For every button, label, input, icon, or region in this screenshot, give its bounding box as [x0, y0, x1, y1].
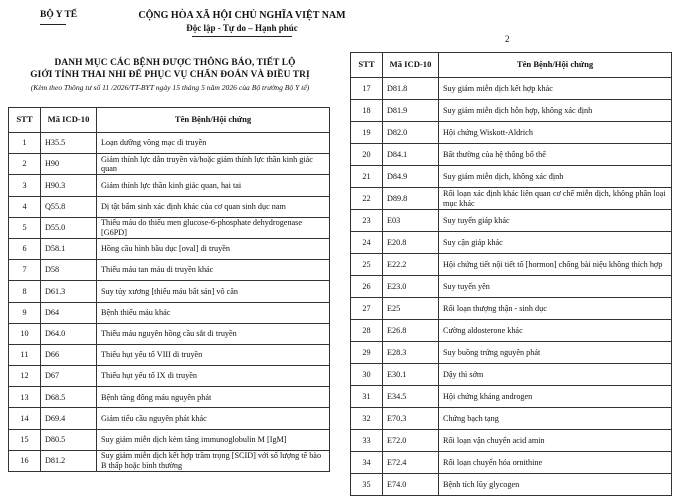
row-stt: 4 [9, 196, 41, 217]
ministry-underline [40, 24, 66, 25]
table-row [351, 122, 672, 144]
table-row [351, 408, 672, 430]
row-stt: 3 [9, 175, 41, 196]
row-icd-code: E20.8 [383, 232, 439, 254]
row-stt: 31 [351, 386, 383, 408]
row-icd-code: D81.9 [383, 100, 439, 122]
row-stt: 30 [351, 364, 383, 386]
table-row [9, 281, 330, 302]
header-stt: STT [9, 108, 41, 133]
row-stt: 35 [351, 474, 383, 496]
row-disease-name: Suy giảm miễn dịch kèm tăng immunoglobulin M [IgM] [97, 429, 330, 450]
row-icd-code: E28.3 [383, 342, 439, 364]
row-disease-name: Cường aldosterone khác [439, 320, 672, 342]
table-row [351, 232, 672, 254]
row-disease-name: Bệnh tích lũy glycogen [439, 474, 672, 496]
row-disease-name: Thiếu máu do thiếu men glucose-6-phosphate dehydrogenase [G6PD] [97, 217, 330, 238]
row-disease-name: Hội chứng tiết nội tiết tố [hormon] chống bài niệu không thích hợp [439, 254, 672, 276]
row-stt: 1 [9, 133, 41, 154]
row-stt: 10 [9, 323, 41, 344]
row-icd-code: D81.2 [41, 450, 97, 471]
row-stt: 28 [351, 320, 383, 342]
row-disease-name: Thiếu hụt yếu tố VIII di truyền [97, 344, 330, 365]
row-icd-code: D81.8 [383, 78, 439, 100]
table-row [351, 452, 672, 474]
row-icd-code: D67 [41, 366, 97, 387]
row-stt: 34 [351, 452, 383, 474]
row-stt: 2 [9, 154, 41, 175]
row-disease-name: Bất thường của hệ thống bổ thể [439, 144, 672, 166]
row-stt: 12 [9, 366, 41, 387]
row-disease-name: Thiếu máu nguyên hồng cầu sắt di truyền [97, 323, 330, 344]
row-stt: 20 [351, 144, 383, 166]
row-stt: 15 [9, 429, 41, 450]
document-subtitle: (Kèm theo Thông tư số 11 /2026/TT-BYT ngày 15 tháng 5 năm 2026 của Bộ trưởng Bộ Y tế) [30, 83, 310, 92]
national-motto: Độc lập - Tự do – Hạnh phúc [186, 23, 298, 33]
row-disease-name: Suy giảm miễn dịch kết hợp trầm trọng [SCID] với số lượng tế bào B thấp hoặc bình thường [97, 450, 330, 471]
table-row [351, 320, 672, 342]
row-icd-code: D64.0 [41, 323, 97, 344]
disease-table-page2 [350, 52, 672, 496]
row-stt: 19 [351, 122, 383, 144]
row-icd-code: E70.3 [383, 408, 439, 430]
row-icd-code: D66 [41, 344, 97, 365]
row-icd-code: E22.2 [383, 254, 439, 276]
row-disease-name: Suy tuyến giáp khác [439, 210, 672, 232]
document-title-line2: GIỚI TÍNH THAI NHI ĐỂ PHỤC VỤ CHẨN ĐOÁN VÀ ĐIỀU TRỊ [30, 70, 310, 80]
nation-name: CỘNG HÒA XÃ HỘI CHỦ NGHĨA VIỆT NAM [138, 10, 346, 21]
row-disease-name: Hội chứng kháng androgen [439, 386, 672, 408]
row-stt: 16 [9, 450, 41, 471]
header-code: Mã ICD-10 [41, 108, 97, 133]
row-icd-code: D68.5 [41, 387, 97, 408]
row-disease-name: Suy cận giáp khác [439, 232, 672, 254]
row-stt: 14 [9, 408, 41, 429]
row-icd-code: E03 [383, 210, 439, 232]
ministry-name: BỘ Y TẾ [40, 10, 78, 20]
table-row [9, 344, 330, 365]
row-icd-code: D82.0 [383, 122, 439, 144]
page-number: 2 [505, 34, 510, 44]
row-disease-name: Rối loạn chuyển hóa ornithine [439, 452, 672, 474]
row-icd-code: D55.0 [41, 217, 97, 238]
table-row [9, 323, 330, 344]
row-stt: 33 [351, 430, 383, 452]
table-row [351, 210, 672, 232]
row-stt: 13 [9, 387, 41, 408]
row-disease-name: Suy giảm miễn dịch kết hợp khác [439, 78, 672, 100]
row-stt: 27 [351, 298, 383, 320]
header-stt: STT [351, 53, 383, 78]
row-disease-name: Giảm thính lực dẫn truyền và/hoặc giảm thính lực thần kinh giác quan [97, 154, 330, 175]
table-row [351, 188, 672, 210]
table-row [351, 166, 672, 188]
header-name: Tên Bệnh/Hội chứng [97, 108, 330, 133]
table-row [351, 474, 672, 496]
table-row [351, 144, 672, 166]
table-row [9, 196, 330, 217]
table-row [9, 217, 330, 238]
header-name: Tên Bệnh/Hội chứng [439, 53, 672, 78]
table-row [351, 78, 672, 100]
row-disease-name: Hồng cầu hình bầu dục [oval] di truyền [97, 238, 330, 259]
table-row [351, 430, 672, 452]
row-stt: 17 [351, 78, 383, 100]
row-disease-name: Suy buồng trứng nguyên phát [439, 342, 672, 364]
table-row [9, 366, 330, 387]
row-icd-code: D84.9 [383, 166, 439, 188]
row-icd-code: E72.4 [383, 452, 439, 474]
table-row [351, 298, 672, 320]
row-stt: 26 [351, 276, 383, 298]
row-disease-name: Hội chứng Wiskott-Aldrich [439, 122, 672, 144]
row-stt: 22 [351, 188, 383, 210]
row-disease-name: Suy giảm miễn dịch hỗn hợp, không xác định [439, 100, 672, 122]
row-icd-code: D80.5 [41, 429, 97, 450]
row-disease-name: Dậy thì sớm [439, 364, 672, 386]
row-disease-name: Rối loạn xác định khác liên quan cơ chế miễn dịch, không phân loại mục khác [439, 188, 672, 210]
page-2 [340, 0, 680, 503]
row-icd-code: E72.0 [383, 430, 439, 452]
row-disease-name: Giảm tiểu cầu nguyên phát khác [97, 408, 330, 429]
row-icd-code: H35.5 [41, 133, 97, 154]
row-disease-name: Suy giảm miễn dịch, không xác định [439, 166, 672, 188]
row-stt: 24 [351, 232, 383, 254]
row-icd-code: H90 [41, 154, 97, 175]
row-icd-code: D89.8 [383, 188, 439, 210]
row-disease-name: Rối loạn vận chuyển acid amin [439, 430, 672, 452]
table-header-row [9, 108, 330, 133]
row-stt: 9 [9, 302, 41, 323]
table-row [351, 254, 672, 276]
row-disease-name: Bệnh tăng đông máu nguyên phát [97, 387, 330, 408]
row-icd-code: E25 [383, 298, 439, 320]
row-icd-code: E74.0 [383, 474, 439, 496]
disease-table-page1 [8, 107, 330, 472]
row-stt: 6 [9, 238, 41, 259]
row-stt: 21 [351, 166, 383, 188]
table-row [9, 302, 330, 323]
row-disease-name: Suy tủy xương [thiếu máu bất sản] vô căn [97, 281, 330, 302]
row-icd-code: Q55.8 [41, 196, 97, 217]
row-icd-code: D58.1 [41, 238, 97, 259]
row-disease-name: Thiếu hụt yếu tố IX di truyền [97, 366, 330, 387]
table-row [9, 450, 330, 471]
table-row [9, 387, 330, 408]
table-row [9, 238, 330, 259]
table-row [351, 386, 672, 408]
table-row [9, 175, 330, 196]
row-icd-code: D61.3 [41, 281, 97, 302]
row-stt: 29 [351, 342, 383, 364]
motto-underline [192, 36, 292, 37]
row-icd-code: E23.0 [383, 276, 439, 298]
table-row [9, 154, 330, 175]
table-row [9, 260, 330, 281]
row-disease-name: Thiếu máu tan máu di truyền khác [97, 260, 330, 281]
row-icd-code: E34.5 [383, 386, 439, 408]
table-row [9, 429, 330, 450]
row-icd-code: D64 [41, 302, 97, 323]
row-stt: 5 [9, 217, 41, 238]
row-disease-name: Chứng bạch tạng [439, 408, 672, 430]
row-icd-code: D84.1 [383, 144, 439, 166]
table-row [351, 364, 672, 386]
row-icd-code: D58 [41, 260, 97, 281]
row-stt: 18 [351, 100, 383, 122]
row-disease-name: Loạn dưỡng võng mạc di truyền [97, 133, 330, 154]
row-stt: 7 [9, 260, 41, 281]
table-row [351, 276, 672, 298]
table-row [351, 100, 672, 122]
document-title-line1: DANH MỤC CÁC BỆNH ĐƯỢC THÔNG BÁO, TIẾT LỘ [54, 58, 296, 68]
row-disease-name: Giảm thính lực thần kinh giác quan, hai tai [97, 175, 330, 196]
row-stt: 23 [351, 210, 383, 232]
table-row [351, 342, 672, 364]
row-icd-code: E30.1 [383, 364, 439, 386]
table-row [9, 408, 330, 429]
row-stt: 25 [351, 254, 383, 276]
row-disease-name: Rối loạn thượng thận - sinh dục [439, 298, 672, 320]
header-code: Mã ICD-10 [383, 53, 439, 78]
row-disease-name: Bệnh thiếu máu khác [97, 302, 330, 323]
row-stt: 32 [351, 408, 383, 430]
table-row [9, 133, 330, 154]
row-stt: 11 [9, 344, 41, 365]
row-icd-code: D69.4 [41, 408, 97, 429]
table-header-row [351, 53, 672, 78]
row-stt: 8 [9, 281, 41, 302]
row-icd-code: E26.8 [383, 320, 439, 342]
row-disease-name: Suy tuyến yên [439, 276, 672, 298]
row-disease-name: Dị tật bẩm sinh xác định khác của cơ quan sinh dục nam [97, 196, 330, 217]
row-icd-code: H90.3 [41, 175, 97, 196]
